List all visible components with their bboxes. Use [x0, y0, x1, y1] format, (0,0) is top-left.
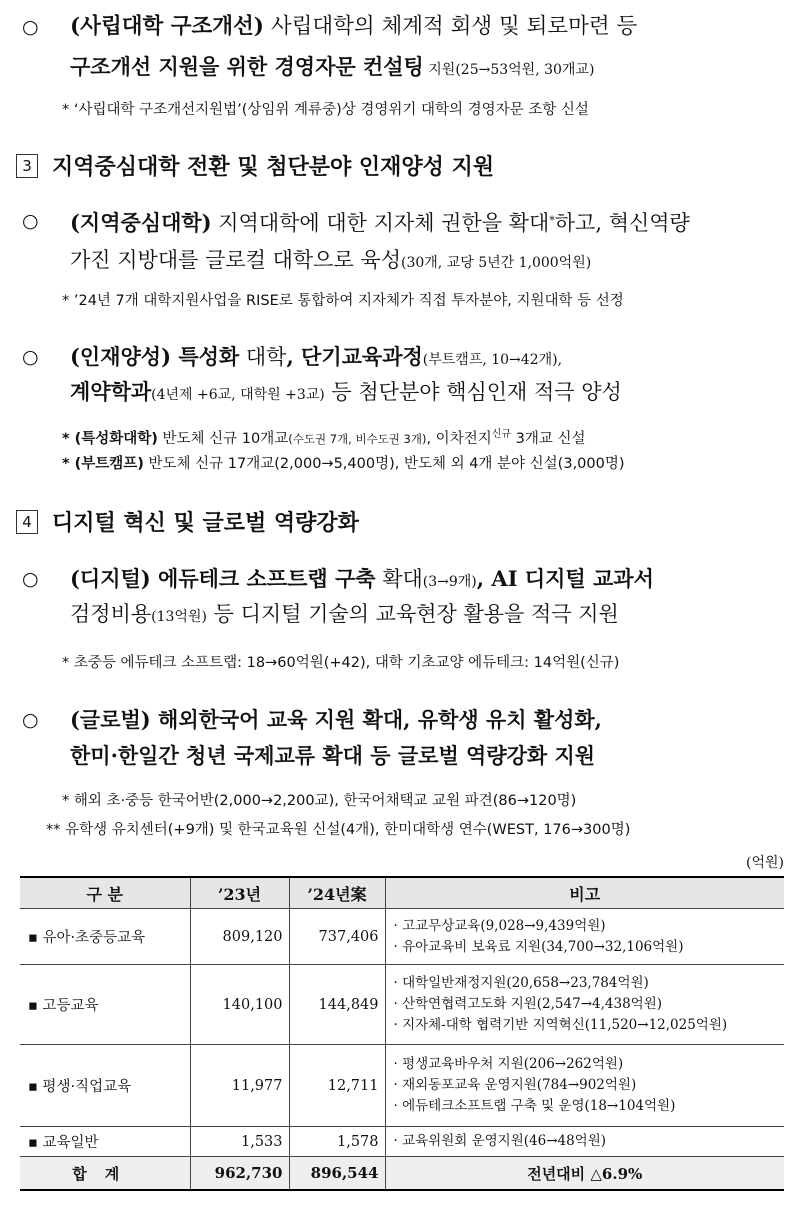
- unit-label: (억원): [746, 855, 784, 871]
- column-header-2023: ’23년: [190, 877, 289, 909]
- remark-line: · 지자체-대학 협력기반 지역혁신(11,520→12,025억원): [393, 1017, 728, 1033]
- intro-text: 사립대학의 체계적 회생 및 퇴로마련 등: [263, 14, 638, 39]
- item-heading: (인재양성) 특성화: [70, 344, 240, 369]
- item-text: 확대: [375, 567, 423, 591]
- item-text-bold: , AI 디지털 교과서: [476, 566, 654, 591]
- sec4-item2-footnote-1: * 해외 초·중등 한국어반(2,000→2,200교), 한국어채택교 교원 파견(86→120명): [62, 793, 577, 809]
- total-2024: 896,544: [289, 1157, 385, 1191]
- footnote-star: *: [549, 214, 555, 227]
- remark-line: · 에듀테크소프트랩 구축 및 운영(18→104억원): [393, 1098, 676, 1114]
- item-amount: (3→9개): [422, 574, 477, 590]
- intro-line-1: [70, 10, 637, 44]
- table-header-row: [20, 877, 784, 909]
- row-value-2023: 1,533: [190, 1127, 289, 1157]
- total-2023: 962,730: [190, 1157, 289, 1191]
- section-4-title-row: [16, 506, 359, 541]
- sec3-item2-line-1: [70, 340, 562, 377]
- row-value-2023: 11,977: [190, 1045, 289, 1127]
- remark-line: · 대학일반재정지원(20,658→23,784억원): [393, 975, 649, 991]
- footnote-text: , 이차전지: [426, 430, 492, 447]
- item-heading: (지역중심대학): [70, 210, 212, 235]
- footnote-text-small: (수도권 7개, 비수도권 3개): [288, 431, 427, 446]
- item-amount: (13억원): [151, 609, 207, 625]
- remark-line: · 교육위원회 운영지원(46→48억원): [393, 1133, 607, 1149]
- row-remarks: [385, 1045, 784, 1127]
- item-amount: (4년제 +6교, 대학원 +3교): [151, 387, 325, 403]
- table-row: [20, 909, 784, 965]
- item-amount: (30개, 교당 5년간 1,000억원): [401, 255, 592, 271]
- row-category: ▪ 유아·초중등교육: [20, 909, 190, 965]
- item-text: 대학: [239, 345, 287, 369]
- footnote-heading: * (부트캠프): [62, 456, 144, 472]
- table-row: [20, 1127, 784, 1157]
- item-amount: (부트캠프, 10→42개),: [422, 352, 563, 368]
- intro-footnote: * ‘사립대학 구조개선지원법’(상임위 계류중)상 경영위기 대학의 경영자문 조항 신설: [62, 102, 589, 118]
- intro-line-2: [70, 50, 594, 87]
- item-text: 하고, 혁신역량: [554, 211, 690, 235]
- sec3-item1-line-1: [70, 204, 690, 240]
- sec3-item2-line-2: [70, 375, 622, 412]
- section-number: 3: [16, 154, 38, 178]
- column-header-remarks: 비고: [385, 877, 784, 909]
- sec4-item1-footnote: * 초중등 에듀테크 소프트랩: 18→60억원(+42), 대학 기초교양 에듀테크: 14억원(신규): [62, 655, 620, 671]
- section-title: 디지털 혁신 및 글로벌 역량강화: [52, 510, 359, 536]
- sec3-item1-line-2: [70, 243, 591, 280]
- footnote-sup: 신규: [491, 429, 512, 440]
- table-row: [20, 965, 784, 1045]
- row-remarks: [385, 1127, 784, 1157]
- column-header-2024: ’24년案: [289, 877, 385, 909]
- item-text: 등 첨단분야 핵심인재 적극 양성: [324, 380, 622, 404]
- bullet: ○: [22, 709, 39, 731]
- section-title: 지역중심대학 전환 및 첨단분야 인재양성 지원: [52, 154, 495, 180]
- sec3-item2-footnote-1: [62, 423, 586, 451]
- sec4-item1-line-2: [70, 597, 619, 634]
- sec3-item1-footnote: * ’24년 7개 대학지원사업을 RISE로 통합하여 지자체가 직접 투자분야, 지원대학 등 선정: [62, 293, 624, 309]
- budget-table: [20, 876, 784, 1191]
- remark-line: · 재외동포교육 운영지원(784→902억원): [393, 1077, 637, 1093]
- row-remarks: [385, 909, 784, 965]
- item-text: 지역대학에 대한 지자체 권한을 확대: [211, 211, 550, 235]
- table-total-row: [20, 1157, 784, 1191]
- sec4-item1-line-1: [70, 562, 654, 599]
- intro-heading: (사립대학 구조개선): [70, 14, 264, 39]
- bullet: ○: [22, 210, 39, 232]
- footnote-heading: * (특성화대학): [62, 430, 158, 447]
- item-text: 등 디지털 기술의 교육현장 활용을 적극 지원: [206, 602, 619, 626]
- row-value-2024: 737,406: [289, 909, 385, 965]
- intro-amount: 지원(25→53억원, 30개교): [423, 62, 595, 78]
- bullet: ○: [22, 16, 39, 38]
- row-value-2023: 140,100: [190, 965, 289, 1045]
- row-remarks: [385, 965, 784, 1045]
- row-category: ▪ 평생·직업교육: [20, 1045, 190, 1127]
- row-category: ▪ 고등교육: [20, 965, 190, 1045]
- footnote-text: 3개교 신설: [511, 430, 586, 447]
- remark-line: · 유아교육비 보육료 지원(34,700→32,106억원): [393, 938, 684, 955]
- item-text-bold: , 단기교육과정: [286, 344, 423, 369]
- bullet: ○: [22, 346, 39, 368]
- intro-text-bold: 구조개선 지원을 위한 경영자문 컨설팅: [70, 54, 424, 79]
- total-label: 합계: [20, 1157, 190, 1191]
- sec3-item2-footnote-2: [62, 452, 625, 476]
- bullet: ○: [22, 568, 39, 590]
- item-text: 검정비용: [70, 602, 152, 626]
- column-header-category: 구 분: [20, 877, 190, 909]
- remark-line: · 산학연협력고도화 지원(2,547→4,438억원): [393, 996, 663, 1012]
- row-value-2024: 12,711: [289, 1045, 385, 1127]
- sec4-item2-line-1: (글로벌) 해외한국어 교육 지원 확대, 유학생 유치 활성화,: [70, 707, 602, 732]
- section-3-title-row: [16, 150, 494, 185]
- section-number: 4: [16, 510, 38, 534]
- item-heading: (디지털) 에듀테크 소프트랩 구축: [70, 566, 376, 591]
- remark-line: · 평생교육바우처 지원(206→262억원): [393, 1056, 624, 1072]
- sec4-item2-line-2: 한미·한일간 청년 국제교류 확대 등 글로벌 역량강화 지원: [70, 743, 596, 768]
- row-category: ▪ 교육일반: [20, 1127, 190, 1157]
- row-value-2024: 1,578: [289, 1127, 385, 1157]
- item-text-bold: 계약학과: [70, 379, 152, 404]
- sec4-item2-footnote-2: ** 유학생 유치센터(+9개) 및 한국교육원 신설(4개), 한미대학생 연수(WEST, 176→300명): [46, 822, 631, 838]
- total-change: 전년대비 △6.9%: [385, 1157, 784, 1191]
- row-value-2023: 809,120: [190, 909, 289, 965]
- remark-line: · 고교무상교육(9,028→9,439억원): [393, 917, 606, 934]
- footnote-text: 반도체 신규 17개교(2,000→5,400명), 반도체 외 4개 분야 신설(3,000명): [143, 456, 625, 472]
- footnote-text: 반도체 신규 10개교: [157, 430, 289, 447]
- table-row: [20, 1045, 784, 1127]
- row-value-2024: 144,849: [289, 965, 385, 1045]
- item-text: 가진 지방대를 글로컬 대학으로 육성: [70, 248, 401, 272]
